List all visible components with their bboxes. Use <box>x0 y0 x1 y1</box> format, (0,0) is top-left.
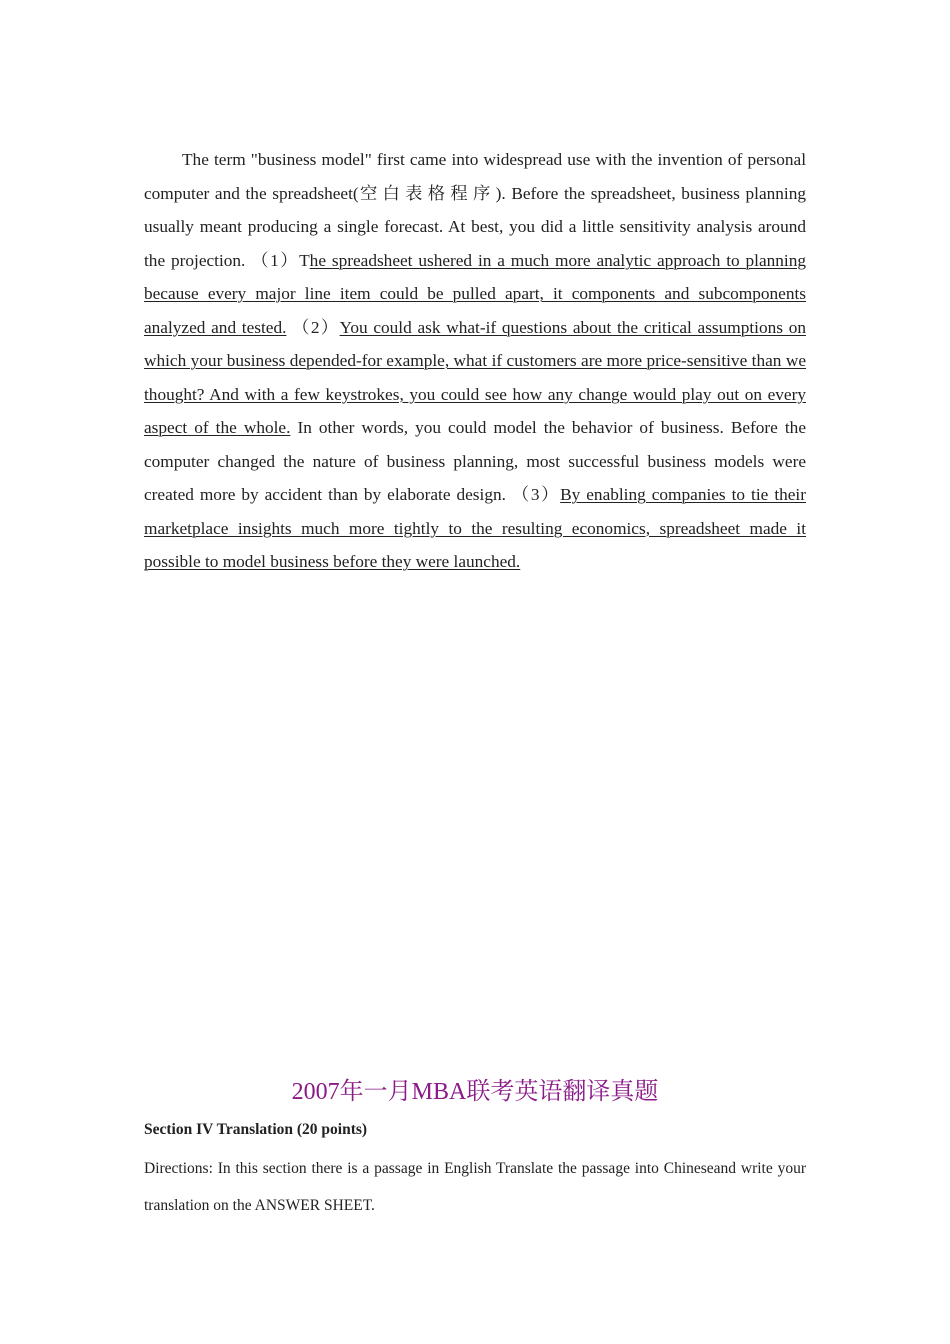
passage-text: In other words, you could model the behavior of business. Before the computer changed the nature of business planning, most successful business models were created more by accident than by elaborate design. <box>144 418 806 504</box>
directions-text: Directions: In this section there is a passage in English Translate the passage into Chineseand write your translation on the ANSWER SHEET. <box>144 1160 806 1214</box>
exam-heading: 2007年一月MBA联考英语翻译真题 <box>291 1079 659 1105</box>
passage-cjk-gloss: 空白表格程序 <box>358 183 496 203</box>
passage-paragraph <box>144 143 806 579</box>
underlined-sentence-2: You could ask what-if questions about the critical assumptions on which your business depended-for example, what if customers are more price-sensitive than we thought? And with a few keystrokes, you could see how any change would play out on every aspect of the whole. <box>144 317 806 437</box>
underlined-sentence-1: he spreadsheet ushered in a much more analytic approach to planning because every major line item could be pulled apart, it components and subcomponents analyzed and tested. <box>144 250 806 337</box>
passage-text: The term "business model" first came into widespread use with the invention of personal computer and the spreadsheet( <box>144 150 806 203</box>
passage-text: T <box>299 250 310 270</box>
passage-marker-2: （2） <box>286 317 340 337</box>
passage-marker-3: （3） <box>511 485 561 504</box>
underlined-sentence-3: By enabling companies to tie their marketplace insights much more tightly to the resulting economics, spreadsheet made it possible to model business before they were launched. <box>144 485 806 571</box>
section-title: Section IV Translation (20 points) <box>144 1121 368 1138</box>
passage-marker-1: （1） <box>251 250 300 270</box>
passage-text: ). Before the spreadsheet, business planning usually meant producing a single forecast. At best, you did a little sensitivity analysis around the projection. <box>144 183 806 270</box>
